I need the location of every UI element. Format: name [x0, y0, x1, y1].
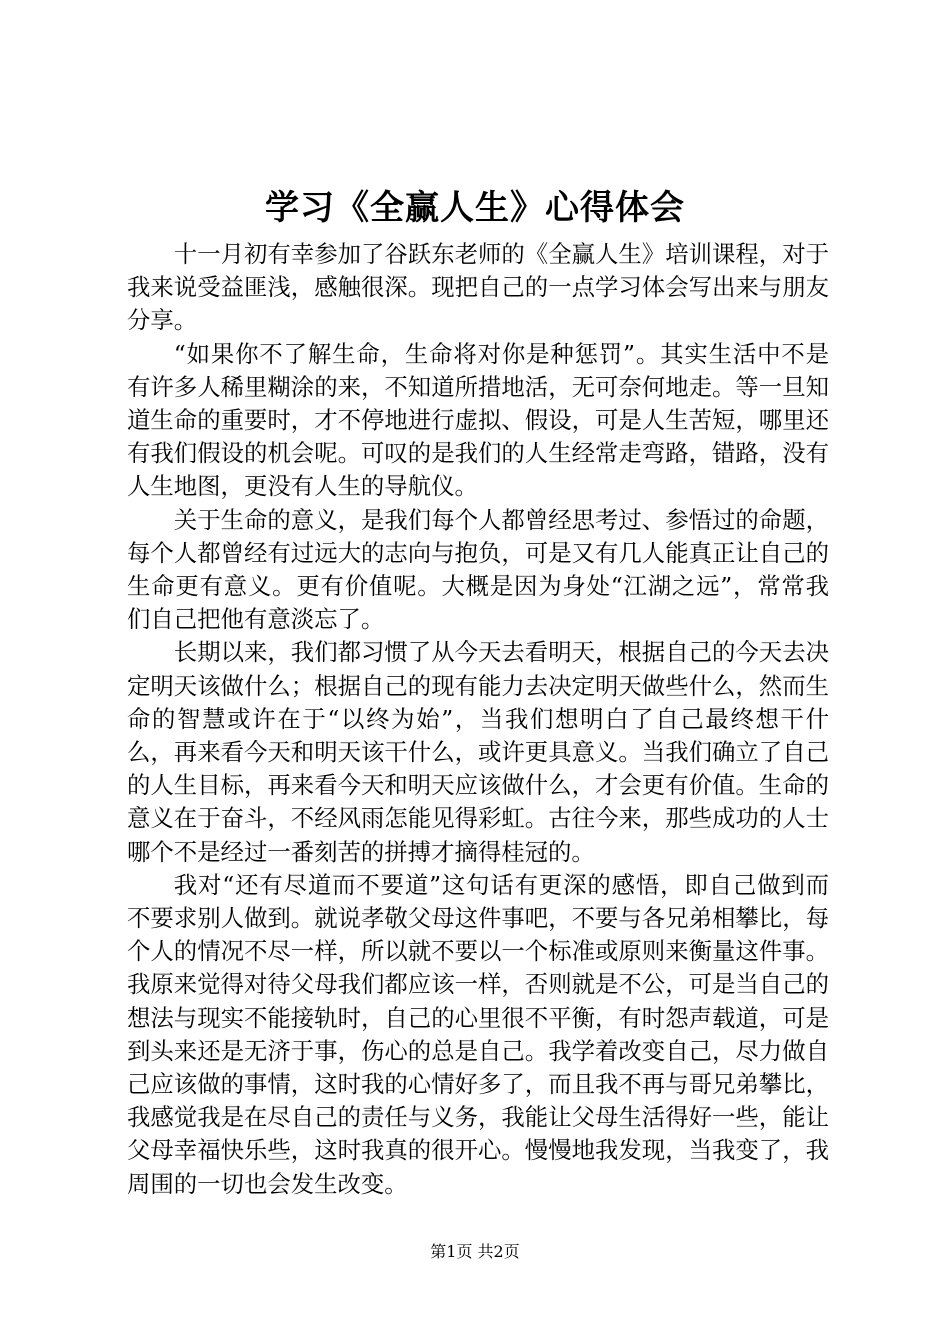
paragraph-5: 我对“还有尽道而不要道”这句话有更深的感悟，即自己做到而不要求别人做到。就说孝敬父母这件事吧，不要与各兄弟相攀比，每个人的情况不尽一样，所以就不要以一个标准或原则来衡量这件事。我原来觉得对待父母我们都应该一样，否则就是不公，可是当自己的想法与现实不能接轨时，自己的心里很不平衡，有时怨声载道，可是到头来还是无济于事，伤心的总是自己。我学着改变自己，尽力做自己应该做的事情，这时我的心情好多了，而且我不再与哥兄弟攀比，我感觉我是在尽自己的责任与义务，我能让父母生活得好一些，能让父母幸福快乐些，这时我真的很开心。慢慢地我发现，当我变了，我周围的一切也会发生改变。 [127, 870, 829, 1198]
paragraph-1: 十一月初有幸参加了谷跃东老师的《全赢人生》培训课程，对于我来说受益匪浅，感触很深。现把自己的一点学习体会写出来与朋友分享。 [127, 240, 829, 335]
paragraph-4: 长期以来，我们都习惯了从今天去看明天，根据自己的今天去决定明天该做什么；根据自己的现有能力去决定明天做些什么，然而生命的智慧或许在于“以终为始”，当我们想明白了自己最终想干什么，再来看今天和明天该干什么，或许更具意义。当我们确立了自己的人生目标，再来看今天和明天应该做什么，才会更有价值。生命的意义在于奋斗，不经风雨怎能见得彩虹。古往今来，那些成功的人士哪个不是经过一番刻苦的拼搏才摘得桂冠的。 [127, 638, 829, 866]
page-footer: 第1页 共2页 [430, 1242, 520, 1261]
document-title: 学习《全赢人生》心得体会 [265, 188, 685, 228]
paragraph-2: “如果你不了解生命，生命将对你是种惩罚”。其实生活中不是有许多人稀里糊涂的来，不知道所措地活，无可奈何地走。等一旦知道生命的重要时，才不停地进行虚拟、假设，可是人生苦短，哪里还有我们假设的机会呢。可叹的是我们的人生经常走弯路，错路，没有人生地图，更没有人生的导航仪。 [127, 339, 829, 501]
document-body [127, 238, 829, 1201]
paragraph-3: 关于生命的意义，是我们每个人都曾经思考过、参悟过的命题，每个人都曾经有过远大的志向与抱负，可是又有几人能真正让自己的生命更有意义。更有价值呢。大概是因为身处“江湖之远”，常常我们自己把他有意淡忘了。 [127, 505, 829, 634]
